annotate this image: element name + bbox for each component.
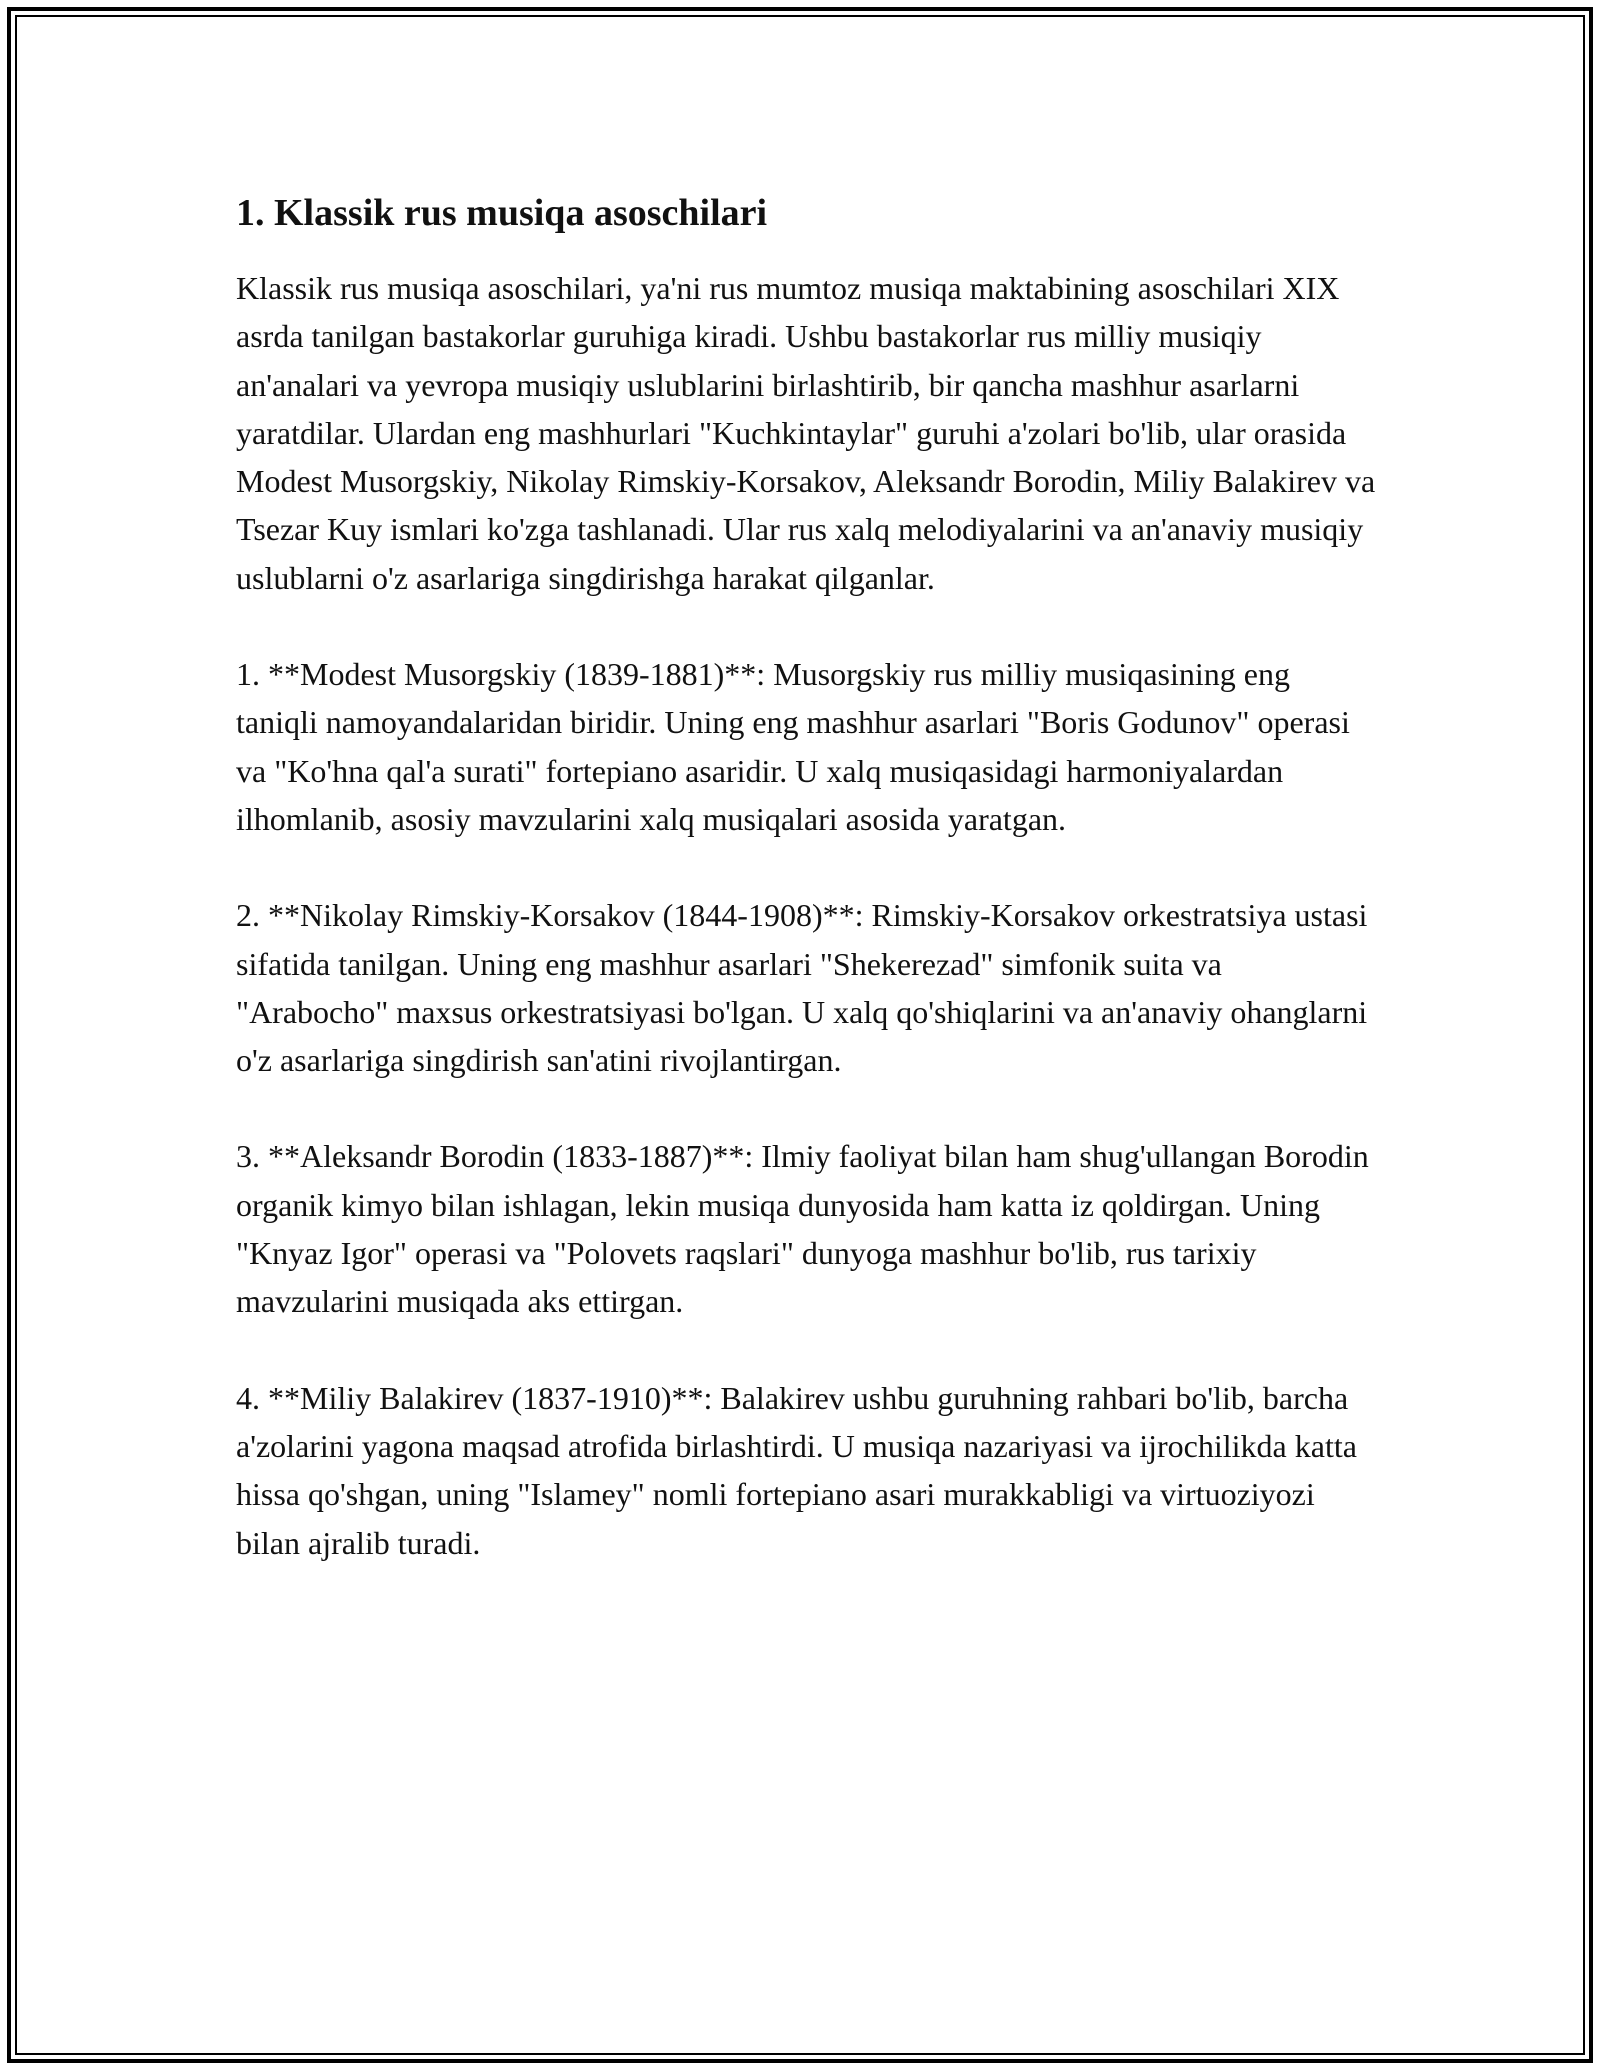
section-heading: 1. Klassik rus musiqa asoschilari	[236, 192, 768, 234]
intro-paragraph: Klassik rus musiqa asoschilari, ya'ni rus mumtoz musiqa maktabining asoschilari XIX asrda tanilgan bastakorlar guruhiga kiradi. Ushbu bastakorlar rus milliy musiqiy an'analari va yevropa musiqiy uslublarini birlashtirib, bir qancha mashhur asarlarni yaratdilar. Ulardan eng mashhurlari "Kuchkintaylar" guruhi a'zolari bo'lib, ular orasida Modest Musorgskiy, Nikolay Rimskiy-Korsakov, Aleksandr Borodin, Miliy Balakirev va Tsezar Kuy ismlari ko'zga tashlanadi. Ular rus xalq melodiyalarini va an'anaviy musiqiy uslublarni o'z asarlariga singdirishga harakat qilganlar.	[236, 270, 1376, 596]
list-item-musorgskiy: 1. **Modest Musorgskiy (1839-1881)**: Musorgskiy rus milliy musiqasining eng taniqli namoyandalaridan biridir. Uning eng mashhur asarlari "Boris Godunov" operasi va "Ko'hna qal'a surati" fortepiano asaridir. U xalq musiqasidagi harmoniyalardan ilhomlanib, asosiy mavzularini xalq musiqalari asosida yaratgan.	[236, 656, 1350, 837]
list-item-balakirev: 4. **Miliy Balakirev (1837-1910)**: Balakirev ushbu guruhning rahbari bo'lib, barcha a'zolarini yagona maqsad atrofida birlashtirdi. U musiqa nazariyasi va ijrochilikda katta hissa qo'shgan, uning "Islamey" nomli fortepiano asari murakkabligi va virtuoziyozi bilan ajralib turadi.	[236, 1379, 1357, 1561]
document-body	[236, 188, 1376, 1615]
list-item-borodin: 3. **Aleksandr Borodin (1833-1887)**: Ilmiy faoliyat bilan ham shug'ullangan Borodin organik kimyo bilan ishlagan, lekin musiqa dunyosida ham katta iz qoldirgan. Uning "Knyaz Igor" operasi va "Polovets raqslari" dunyoga mashhur bo'lib, rus tarixiy mavzularini musiqada aks ettirgan.	[236, 1138, 1369, 1320]
list-item-rimskiy-korsakov: 2. **Nikolay Rimskiy-Korsakov (1844-1908)**: Rimskiy-Korsakov orkestratsiya ustasi sifatida tanilgan. Uning eng mashhur asarlari "Shekerezad" simfonik suita va "Arabocho" maxsus orkestratsiyasi bo'lgan. U xalq qo'shiqlarini va an'anaviy ohanglarni o'z asarlariga singdirish san'atini rivojlantirgan.	[236, 897, 1368, 1079]
